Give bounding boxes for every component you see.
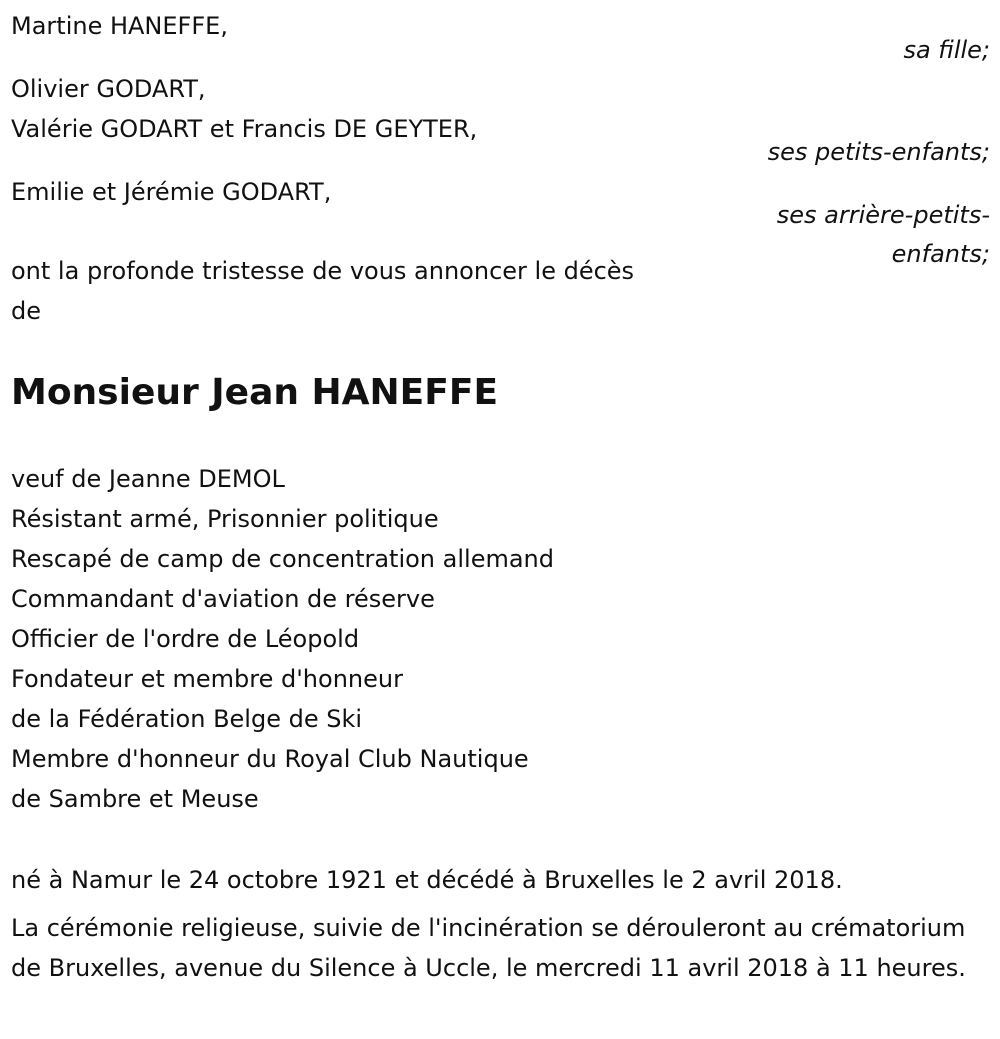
announcement-line1: ont la profonde tristesse de vous annoncer le décès [11,257,635,285]
title-line: Officier de l'ordre de Léopold [11,625,360,653]
birth-death-statement: né à Namur le 24 octobre 1921 et décédé à Bruxelles le 2 avril 2018. [11,866,843,894]
grandchild-name: Valérie GODART et Francis DE GEYTER, [11,115,478,143]
ceremony-paragraph: La cérémonie religieuse, suivie de l'incinération se dérouleront au crématorium de Bruxelles, avenue du Silence à Uccle, le mercredi 11 avril 2018 à 11 heures. [11,914,966,982]
title-line: veuf de Jeanne DEMOL [11,465,285,493]
daughter-role: sa fille; [903,36,990,64]
title-line: Résistant armé, Prisonnier politique [11,505,439,533]
grandchild-name: Olivier GODART, [11,75,206,103]
great-grandchild-name: Emilie et Jérémie GODART, [11,178,332,206]
title-line: de la Fédération Belge de Ski [11,705,363,733]
deceased-name: Monsieur Jean HANEFFE [11,372,499,413]
great-grandchildren-role-line1: ses arrière-petits- [776,201,990,229]
title-line: Membre d'honneur du Royal Club Nautique [11,745,529,773]
daughter-name: Martine HANEFFE, [11,12,228,40]
title-line: de Sambre et Meuse [11,785,259,813]
title-line: Rescapé de camp de concentration allemand [11,545,554,573]
grandchildren-role: ses petits-enfants; [767,138,990,166]
great-grandchildren-role-line2: enfants; [891,240,990,268]
announcement-line2: de [11,297,41,325]
title-line: Fondateur et membre d'honneur [11,665,403,693]
title-line: Commandant d'aviation de réserve [11,585,435,613]
